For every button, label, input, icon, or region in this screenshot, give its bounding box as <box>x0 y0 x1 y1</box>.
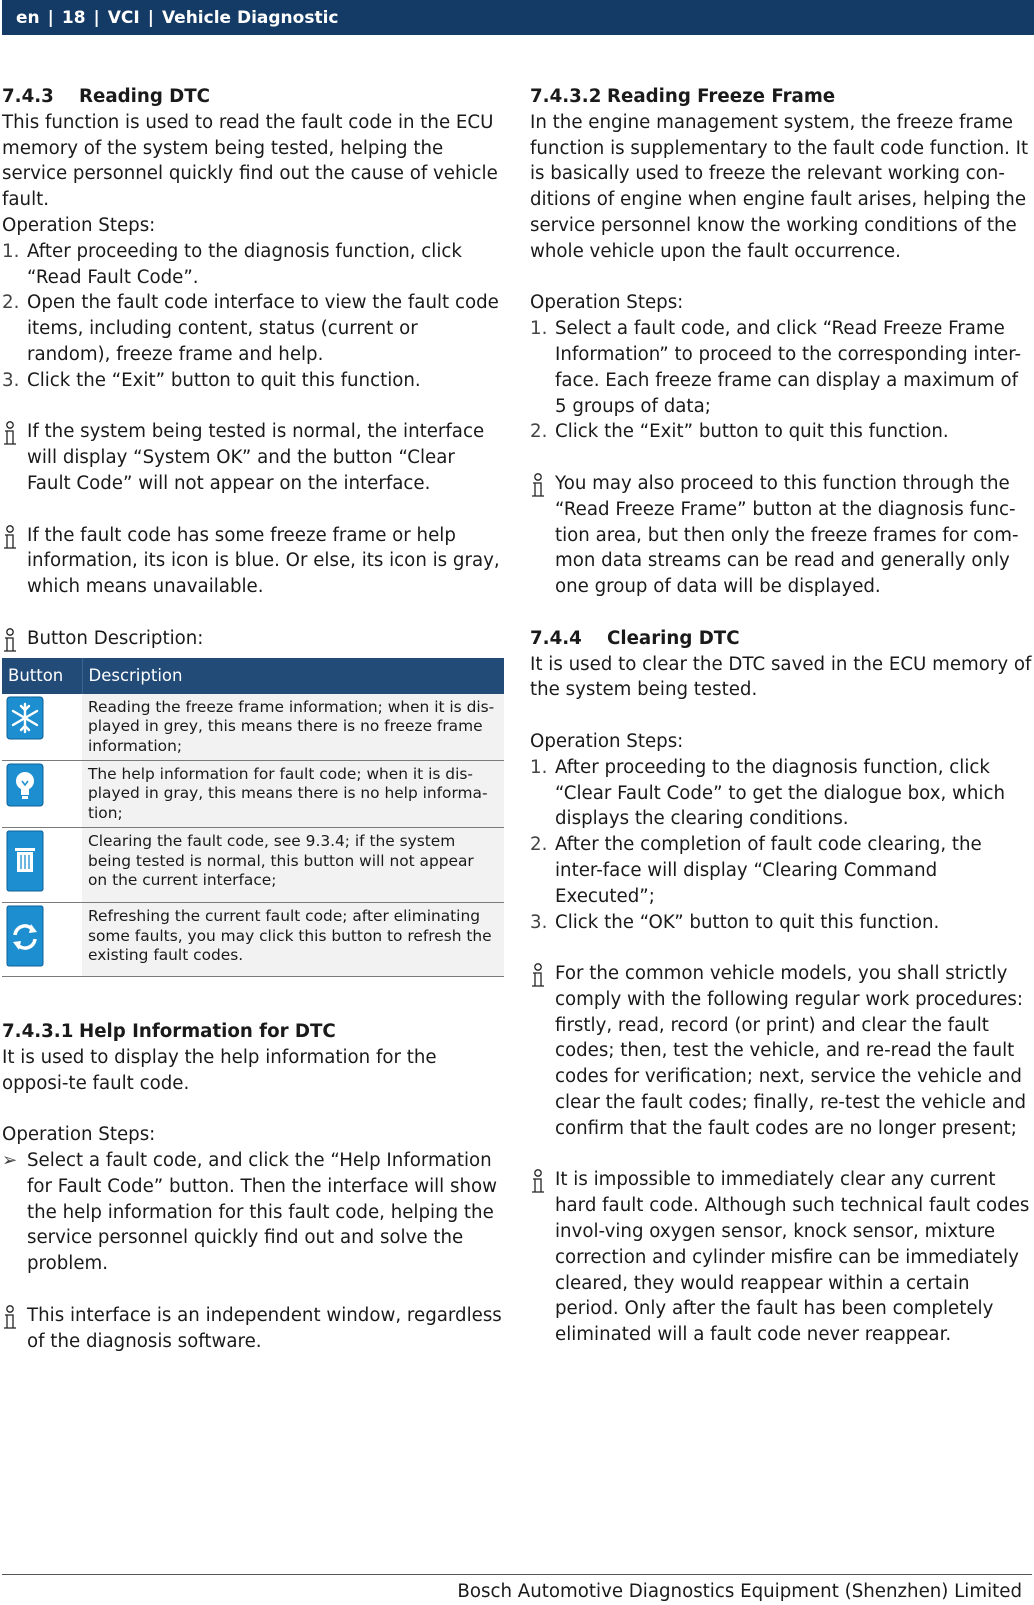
steps-label: Operation Steps: <box>530 730 684 752</box>
right-column <box>530 84 1034 1348</box>
footer-divider <box>2 1574 1032 1575</box>
step-number: 2. <box>530 834 548 856</box>
step-text: Click the “Exit” button to quit this function. <box>555 421 949 443</box>
steps-label: Operation Steps: <box>2 1124 156 1146</box>
section-title: Reading DTC <box>79 86 211 107</box>
refresh-icon <box>6 953 44 971</box>
info-note <box>2 626 502 654</box>
list-item <box>530 832 1034 909</box>
clear-fault-icon <box>6 878 44 896</box>
list-item <box>2 1148 502 1277</box>
table-row <box>2 903 504 977</box>
section-number: 7.4.3.1 <box>2 1020 74 1042</box>
header-page-number: 18 <box>61 7 86 28</box>
section-intro: It is used to clear the DTC saved in the ECU memory of the system being tested. <box>530 653 1032 701</box>
page-header: en | 18 | VCI | Vehicle Diagnostic <box>2 0 1034 35</box>
step-number: 1. <box>2 240 20 262</box>
table-cell-description: Clearing the fault code, see 9.3.4; if the system being tested is normal, this button will not appear on the current interface; <box>82 828 504 903</box>
step-text: After proceeding to the diagnosis function, click “Clear Fault Code” to get the dialogue box, which displays the clearing conditions. <box>555 756 1006 830</box>
table-row <box>2 828 504 903</box>
step-text: Select a fault code, and click “Read Freeze Frame Information” to proceed to the corresponding inter-face. Each freeze frame can display a maximum of 5 groups of data; <box>555 318 1022 417</box>
section-heading-7-4-3-2 <box>530 84 1034 110</box>
section-number: 7.4.4 <box>530 627 582 649</box>
step-text: After the completion of fault code clearing, the inter-face will display “Clearing Command Executed”; <box>555 834 982 907</box>
note-text: This interface is an independent window, regardless of the diagnosis software. <box>27 1304 502 1352</box>
info-icon <box>530 961 555 1142</box>
bullet-arrow: ➢ <box>2 1149 18 1171</box>
steps-label: Operation Steps: <box>2 214 156 236</box>
step-number: 1. <box>530 756 548 778</box>
table-header-button: Button <box>2 658 82 694</box>
info-note <box>2 1303 502 1355</box>
info-note <box>2 523 502 600</box>
info-note <box>530 1167 1034 1348</box>
header-product: VCI <box>107 7 140 28</box>
info-icon <box>2 523 27 600</box>
list-item <box>530 755 1034 832</box>
list-item <box>530 910 1034 936</box>
note-text: For the common vehicle models, you shall strictly comply with the following regular work procedures: firstly, read, record (or print) and clear the fault codes; then, test the vehicle, and re-read the fault codes for verification; next, service the vehicle and clear the fault codes; finally, re-test the vehicle and confirm that the fault codes are no longer present; <box>555 963 1027 1139</box>
note-text: If the system being tested is normal, the interface will display “System OK” and the button “Clear Fault Code” will not appear on the interface. <box>27 421 485 494</box>
step-number: 3. <box>2 369 20 391</box>
note-text: Button Description: <box>27 627 204 649</box>
header-lang: en <box>16 7 40 28</box>
note-text: If the fault code has some freeze frame or help information, its icon is blue. Or else, its icon is gray, which means unavailable. <box>27 524 500 598</box>
list-item <box>2 290 502 367</box>
section-number: 7.4.3.2 <box>530 86 602 107</box>
table-cell-description: Reading the freeze frame information; when it is dis-played in grey, this means there is no freeze frame information; <box>82 694 504 761</box>
section-heading-7-4-4 <box>530 626 1034 652</box>
section-intro: It is used to display the help information for the opposi-te fault code. <box>2 1046 437 1094</box>
section-number: 7.4.3 <box>2 86 54 107</box>
info-icon <box>2 626 27 654</box>
help-info-icon <box>6 793 44 811</box>
footer-company: Bosch Automotive Diagnostics Equipment (Shenzhen) Limited <box>457 1581 1022 1602</box>
note-text: You may also proceed to this function through the “Read Freeze Frame” button at the diagnosis func-tion area, but then only the freeze frames for com-mon data streams can be read and generally only one group of data will be displayed. <box>555 472 1019 598</box>
step-number: 2. <box>530 421 548 443</box>
steps-label: Operation Steps: <box>530 292 684 314</box>
step-text: Select a fault code, and click the “Help Information for Fault Code” button. Then the interface will show the help information for this fault code, helping the service personnel quickly find out and solve the problem. <box>27 1149 498 1275</box>
step-number: 1. <box>530 318 548 340</box>
info-note <box>530 471 1034 600</box>
info-note <box>530 961 1034 1142</box>
section-intro: This function is used to read the fault code in the ECU memory of the system being tested, helping the service personnel quickly find out the cause of vehicle fault. <box>2 111 498 211</box>
step-text: Open the fault code interface to view the fault code items, including content, status (current or random), freeze frame and help. <box>27 292 499 365</box>
section-heading-7-4-3 <box>2 84 502 110</box>
section-title: Reading Freeze Frame <box>607 86 836 107</box>
step-text: Click the “OK” button to quit this function. <box>555 911 940 933</box>
freeze-frame-icon <box>6 726 44 744</box>
list-item <box>530 419 1034 445</box>
table-row <box>2 760 504 827</box>
table-row <box>2 694 504 761</box>
step-number: 2. <box>2 292 20 314</box>
table-cell-description: The help information for fault code; when it is dis-played in gray, this means there is no help informa-tion; <box>82 760 504 827</box>
section-intro: In the engine management system, the freeze frame function is supplementary to the fault code function. It is basically used to freeze the relevant working con-ditions of engine when engine fault arises, helping the service personnel know the working conditions of the whole vehicle upon the fault occurrence. <box>530 111 1029 262</box>
section-title: Clearing DTC <box>607 627 740 649</box>
list-item <box>2 368 502 394</box>
info-note <box>2 419 502 496</box>
step-text: After proceeding to the diagnosis function, click “Read Fault Code”. <box>27 240 462 288</box>
info-icon <box>530 1167 555 1348</box>
section-title: Help Information for DTC <box>79 1020 336 1042</box>
button-description-table <box>2 658 504 977</box>
list-item <box>530 316 1034 419</box>
info-icon <box>2 419 27 496</box>
info-icon <box>530 471 555 600</box>
list-item <box>2 239 502 291</box>
info-icon <box>2 1303 27 1355</box>
step-number: 3. <box>530 911 548 933</box>
section-heading-7-4-3-1 <box>2 1019 502 1045</box>
header-section: Vehicle Diagnostic <box>161 7 339 28</box>
left-column <box>2 84 502 1354</box>
note-text: It is impossible to immediately clear any current hard fault code. Although such technical fault codes invol-ving oxygen sensor, knock sensor, mixture correction and cylinder misfire can be immediately cleared, they would reappear within a certain period. Only after the fault has been completely eliminated will a fault code never reappear. <box>555 1169 1030 1346</box>
table-cell-description: Refreshing the current fault code; after eliminating some faults, you may click this button to refresh the existing fault codes. <box>82 903 504 977</box>
step-text: Click the “Exit” button to quit this function. <box>27 369 421 391</box>
table-header-description: Description <box>82 658 504 694</box>
